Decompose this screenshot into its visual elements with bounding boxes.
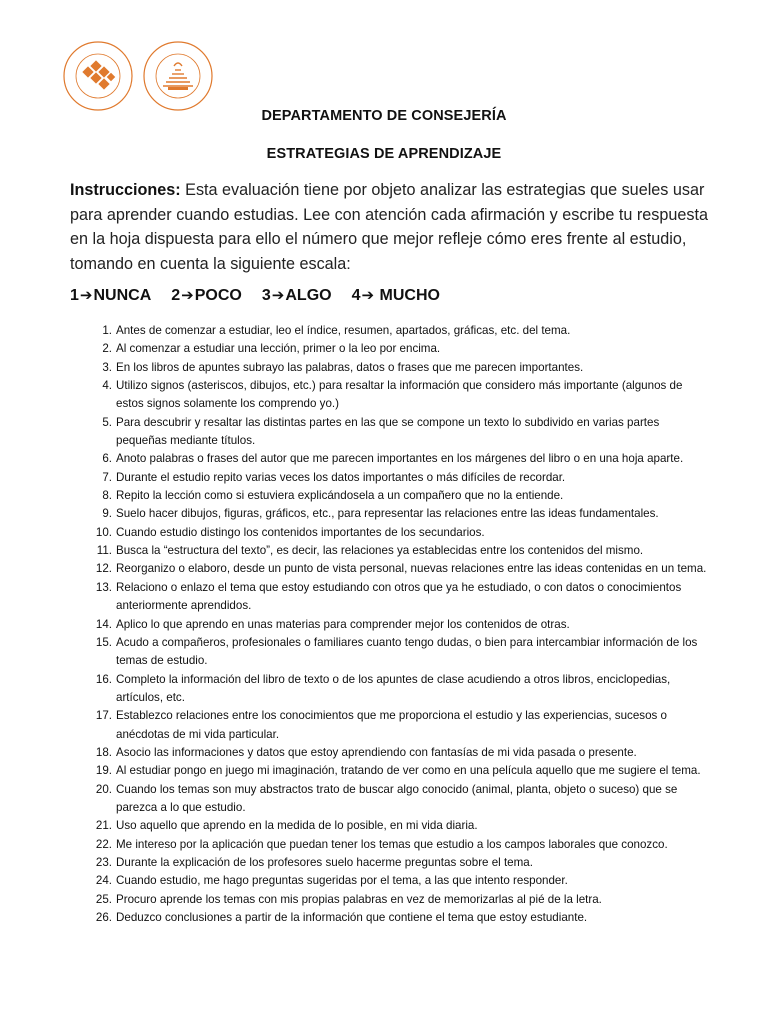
list-item — [70, 450, 710, 468]
scale-number: 1 — [70, 287, 79, 304]
instructions-paragraph — [70, 178, 710, 276]
item-text: Cuando estudio, me hago preguntas sugeridas por el tema, a las que intento responder. — [116, 874, 568, 888]
item-text: Acudo a compañeros, profesionales o familiares cuanto tengo dudas, o bien para intercambiar información de los temas de estudio. — [116, 635, 698, 668]
list-item — [70, 322, 710, 340]
item-text: Relaciono o enlazo el tema que estoy estudiando con otros que ya he estudiado, o con datos o conocimientos anteriormente aprendidos. — [116, 580, 682, 613]
scale-label: MUCHO — [375, 287, 440, 304]
item-number: 1. — [102, 324, 112, 337]
list-item — [70, 579, 710, 616]
item-text: Me intereso por la aplicación que puedan tener los temas que estudio a los campos laborales que conozco. — [116, 837, 668, 851]
list-item — [70, 560, 710, 578]
scale-label: ALGO — [285, 287, 332, 304]
item-text: Al estudiar pongo en juego mi imaginación, tratando de ver como en una película aquello que me sugiere el tema. — [116, 764, 701, 778]
item-text: Repito la lección como si estuviera explicándosela a un compañero que no la entiende. — [116, 489, 564, 503]
arrow-right-icon: ➔ — [361, 287, 375, 304]
list-item — [70, 854, 710, 872]
item-text: Utilizo signos (asteriscos, dibujos, etc.) para resaltar la información que considero más importante (algunos de estos signos solamente los comprendo yo.) — [116, 379, 683, 411]
list-item — [70, 634, 710, 671]
arrow-right-icon: ➔ — [79, 287, 93, 304]
list-item — [70, 891, 710, 909]
item-text: Aplico lo que aprendo en unas materias para comprender mejor los contenidos de otras. — [116, 617, 570, 631]
list-item — [70, 505, 710, 523]
item-text: Cuando estudio distingo los contenidos importantes de los secundarios. — [116, 525, 485, 539]
item-number: 22. — [95, 837, 112, 851]
item-number: 26. — [95, 911, 112, 924]
item-number: 7. — [102, 470, 112, 484]
item-number: 10. — [95, 525, 112, 539]
item-text: Busca la “estructura del texto”, es decir, las relaciones ya establecidas entre los contenidos del mismo. — [116, 544, 644, 558]
instructions-label: Instrucciones: — [70, 181, 181, 199]
arrow-right-icon: ➔ — [181, 287, 194, 304]
scale-item — [70, 286, 151, 305]
item-text: Anoto palabras o frases del autor que me parecen importantes en los márgenes del libro o en una hoja aparte. — [116, 452, 684, 466]
scale-label: NUNCA — [93, 287, 152, 304]
scale-item — [352, 286, 440, 305]
list-item — [70, 487, 710, 505]
item-text: En los libros de apuntes subrayo las palabras, datos o frases que me parecen importantes. — [116, 360, 584, 374]
item-number: 21. — [95, 819, 112, 833]
list-item — [70, 872, 710, 890]
item-text: Antes de comenzar a estudiar, leo el índice, resumen, apartados, gráficas, etc. del tema. — [116, 324, 571, 337]
scale-number: 4 — [351, 287, 361, 304]
arrow-right-icon: ➔ — [271, 287, 285, 304]
item-number: 19. — [95, 764, 112, 778]
university-logos — [62, 40, 242, 112]
item-number: 5. — [102, 415, 112, 429]
list-item — [70, 909, 710, 927]
list-item — [70, 469, 710, 487]
instructions-text: Esta evaluación tiene por objeto analizar las estrategias que sueles usar para aprender cuando estudias. Lee con atención cada afirmación y escribe tu respuesta en la hoja dispuesta para ello el número que mejor refleje cómo eres frente al estudio, tomando en cuenta la siguiente escala: — [70, 181, 709, 273]
list-item — [70, 340, 710, 358]
item-number: 23. — [95, 855, 112, 869]
item-number: 24. — [95, 874, 112, 888]
list-item — [70, 817, 710, 835]
scale-number: 3 — [261, 287, 271, 304]
list-item — [70, 671, 710, 708]
list-item — [70, 836, 710, 854]
list-item — [70, 359, 710, 377]
question-list — [70, 322, 710, 927]
item-number: 17. — [95, 709, 112, 723]
scale-label: POCO — [194, 287, 242, 304]
scale-item — [171, 286, 242, 305]
logo-emblem-icon — [62, 40, 242, 112]
item-number: 20. — [95, 782, 112, 796]
list-item — [70, 744, 710, 762]
department-title: DEPARTAMENTO DE CONSEJERÍA — [261, 108, 507, 124]
item-number: 15. — [95, 635, 112, 649]
item-number: 6. — [102, 452, 112, 466]
item-text: Durante la explicación de los profesores suelo hacerme preguntas sobre el tema. — [116, 855, 533, 869]
item-number: 3. — [102, 360, 112, 374]
item-number: 25. — [95, 892, 112, 906]
item-text: Procuro aprende los temas con mis propias palabras en vez de memorizarlas al pié de la letra. — [116, 892, 602, 906]
rating-scale — [70, 286, 440, 305]
item-number: 2. — [102, 342, 112, 356]
item-number: 14. — [95, 617, 112, 631]
item-text: Suelo hacer dibujos, figuras, gráficos, etc., para representar las relaciones entre las ideas fundamentales. — [116, 507, 659, 521]
list-item — [70, 414, 710, 451]
item-text: Completo la información del libro de texto o de los apuntes de clase acudiendo a otros libros, enciclopedias, artículos, etc. — [116, 672, 671, 704]
item-number: 4. — [102, 379, 112, 393]
item-text: Deduzco conclusiones a partir de la información que contiene el tema que estoy estudiante. — [116, 911, 588, 924]
list-item — [70, 762, 710, 780]
list-item — [70, 377, 710, 414]
list-item — [70, 707, 710, 744]
item-text: Durante el estudio repito varias veces los datos importantes o más difíciles de recordar. — [116, 470, 566, 484]
item-text: Asocio las informaciones y datos que estoy aprendiendo con fantasías de mi vida pasada o presente. — [116, 745, 637, 759]
item-text: Para descubrir y resaltar las distintas partes en las que se compone un texto lo subdivido en varias partes pequeñas mediante títulos. — [116, 415, 660, 448]
scale-item — [262, 286, 332, 305]
item-number: 9. — [102, 507, 112, 521]
item-text: Cuando los temas son muy abstractos trato de buscar algo conocido (animal, planta, objeto o suceso) que se parezca a lo que estudio. — [116, 782, 678, 814]
list-item — [70, 524, 710, 542]
item-text: Al comenzar a estudiar una lección, primer o la leo por encima. — [116, 342, 441, 356]
item-number: 18. — [95, 745, 112, 759]
item-number: 16. — [95, 672, 112, 686]
document-subtitle: ESTRATEGIAS DE APRENDIZAJE — [266, 146, 502, 162]
item-text: Uso aquello que aprendo en la medida de lo posible, en mi vida diaria. — [116, 819, 478, 833]
item-number: 12. — [95, 562, 112, 576]
item-text: Reorganizo o elaboro, desde un punto de vista personal, nuevas relaciones entre las ideas contenidas en un tema. — [116, 562, 707, 576]
list-item — [70, 542, 710, 560]
item-text: Establezco relaciones entre los conocimientos que me proporciona el estudio y las experiencias, sucesos o anécdotas de mi vida particular. — [116, 709, 668, 741]
item-number: 13. — [95, 580, 112, 594]
item-number: 11. — [96, 544, 112, 558]
list-item — [70, 781, 710, 818]
list-item — [70, 616, 710, 634]
scale-number: 2 — [171, 287, 181, 304]
item-number: 8. — [102, 489, 112, 503]
